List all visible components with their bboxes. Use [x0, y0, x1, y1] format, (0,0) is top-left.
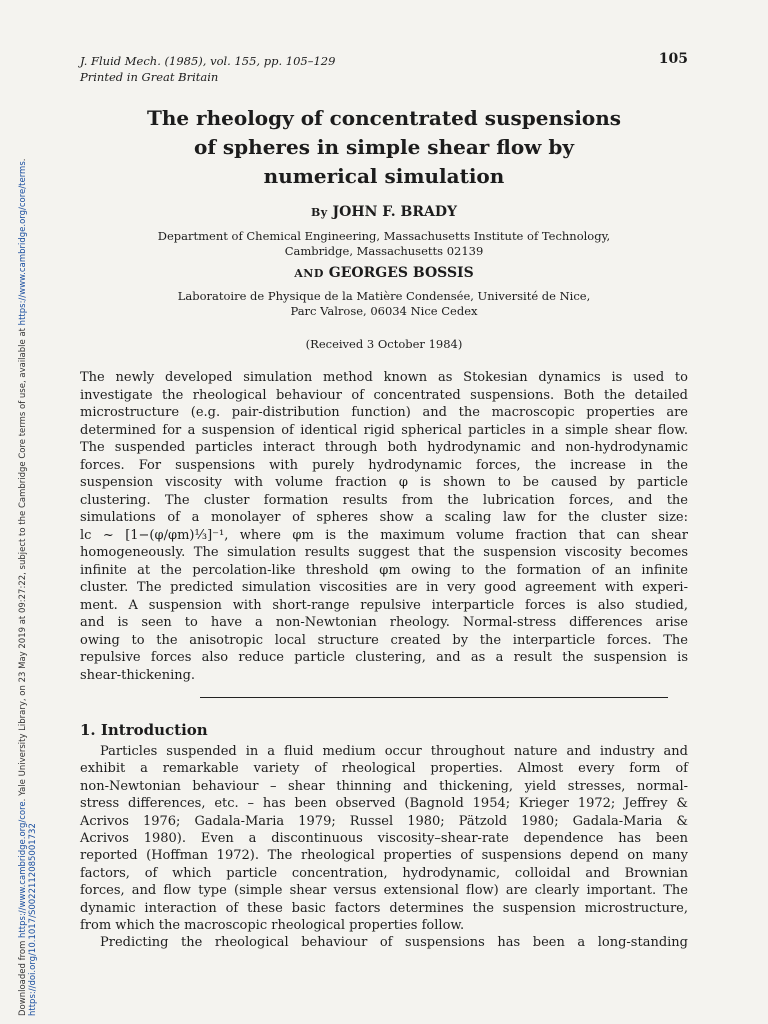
- received-date: (Received 3 October 1984): [305, 337, 463, 351]
- abstract-line: suspension viscosity with volume fraction φ is shown to be caused by particle: [80, 475, 688, 490]
- introduction-text: [80, 743, 688, 952]
- abstract-line: microstructure (e.g. pair-distribution function) and the macroscopic properties are: [80, 405, 688, 420]
- abstract-line: and is seen to have a non-Newtonian rheology. Normal-stress differences arise: [80, 615, 688, 630]
- page-number: 105: [658, 51, 688, 67]
- body-line: Acrivos 1976; Gadala-Maria 1979; Russel 1980; Pätzold 1980; Gadala-Maria &: [80, 813, 688, 829]
- abstract-line: cluster. The predicted simulation viscosities are in very good agreement with experi-: [80, 580, 688, 595]
- body-line: stress differences, etc. – has been observed (Bagnold 1954; Krieger 1972; Jeffrey &: [80, 796, 688, 812]
- body-line: exhibit a remarkable variety of rheological properties. Almost every form of: [80, 761, 688, 777]
- section-divider: [200, 697, 668, 698]
- abstract-line: investigate the rheological behaviour of concentrated suspensions. Both the detailed: [80, 387, 688, 403]
- body-line: Predicting the rheological behaviour of suspensions has been a long-standing: [100, 935, 688, 951]
- abstract-line: clustering. The cluster formation results from the lubrication forces, and the: [80, 492, 688, 508]
- body-line: factors, of which particle concentration, hydrodynamic, colloidal and Brownian: [80, 865, 688, 881]
- body-line: Acrivos 1980). Even a discontinuous viscosity–shear-rate dependence has been: [80, 831, 688, 847]
- abstract: [80, 369, 688, 684]
- body-line: from which the macroscopic rheological properties follow.: [80, 918, 465, 934]
- author-prefix: By: [310, 206, 328, 219]
- doi-link[interactable]: https://doi.org/10.1017/S0022112085001732: [28, 823, 38, 1016]
- abstract-line: The suspended particles interact through both hydrodynamic and non-hydrodynamic: [80, 440, 688, 455]
- abstract-line: ment. A suspension with short-range repulsive interparticle forces is also studied,: [80, 597, 688, 613]
- cambridge-core-link[interactable]: https://www.cambridge.org/core: [18, 801, 28, 938]
- abstract-line: determined for a suspension of identical rigid spherical particles in a simple shear flow.: [80, 422, 688, 438]
- title-line: numerical simulation: [263, 164, 505, 188]
- author-prefix: AND: [294, 267, 324, 280]
- abstract-line: simulations of a monolayer of spheres show a scaling law for the cluster size:: [80, 510, 688, 525]
- body-line: non-Newtonian behaviour – shear thinning and thickening, yield stresses, normal-: [80, 778, 688, 794]
- download-notice: [18, 159, 38, 1016]
- author-byline: [80, 204, 688, 220]
- author-byline: [80, 265, 688, 281]
- paper-title: [80, 104, 688, 191]
- abstract-line: repulsive forces also reduce particle clustering, and as a result the suspension is: [80, 650, 688, 665]
- abstract-line: lc ~ [1−(φ/φm)⅓]⁻¹, where φm is the maximum volume fraction that can shear: [80, 527, 688, 543]
- affiliation-line: Parc Valrose, 06034 Nice Cedex: [290, 304, 478, 318]
- journal-citation: [80, 53, 335, 85]
- affiliation-line: Department of Chemical Engineering, Massachusetts Institute of Technology,: [157, 229, 611, 243]
- body-line: reported (Hoffman 1972). The rheological properties of suspensions depend on many: [80, 848, 688, 864]
- title-line: The rheology of concentrated suspensions: [146, 106, 622, 130]
- section-heading: 1. Introduction: [80, 721, 208, 739]
- printed-in: Printed in Great Britain: [80, 70, 219, 84]
- download-notice-end: .: [18, 158, 28, 162]
- body-line: dynamic interaction of these basic factors determines the suspension microstructure,: [80, 900, 688, 916]
- download-notice-text: . Yale University Library, on 23 May 2019 at 09:27:22, subject to the Cambridge Core terms of use, available at: [18, 325, 28, 802]
- author-affiliation: [80, 229, 688, 259]
- affiliation-line: Laboratoire de Physique de la Matière Condensée, Université de Nice,: [177, 289, 591, 303]
- terms-link[interactable]: https://www.cambridge.org/core/terms: [18, 161, 28, 326]
- abstract-line: shear-thickening.: [80, 667, 196, 683]
- author-affiliation: [80, 289, 688, 319]
- body-line: Particles suspended in a fluid medium occur throughout nature and industry and: [100, 744, 688, 759]
- author-name: GEORGES BOSSIS: [328, 265, 474, 281]
- abstract-line: homogeneously. The simulation results suggest that the suspension viscosity becomes: [80, 545, 688, 560]
- abstract-line: The newly developed simulation method known as Stokesian dynamics is used to: [80, 370, 688, 385]
- download-notice-prefix: Downloaded from: [18, 937, 28, 1016]
- title-line: of spheres in simple shear flow by: [194, 135, 574, 159]
- abstract-line: owing to the anisotropic local structure created by the interparticle forces. The: [80, 632, 688, 648]
- journal-reference: J. Fluid Mech. (1985), vol. 155, pp. 105–129: [80, 54, 336, 68]
- affiliation-line: Cambridge, Massachusetts 02139: [284, 244, 484, 258]
- body-line: forces, and flow type (simple shear versus extensional flow) are clearly important. The: [80, 883, 688, 899]
- abstract-line: infinite at the percolation-like threshold φm owing to the formation of an infinite: [80, 562, 688, 578]
- abstract-line: forces. For suspensions with purely hydrodynamic forces, the increase in the: [80, 457, 688, 473]
- author-name: JOHN F. BRADY: [332, 204, 458, 220]
